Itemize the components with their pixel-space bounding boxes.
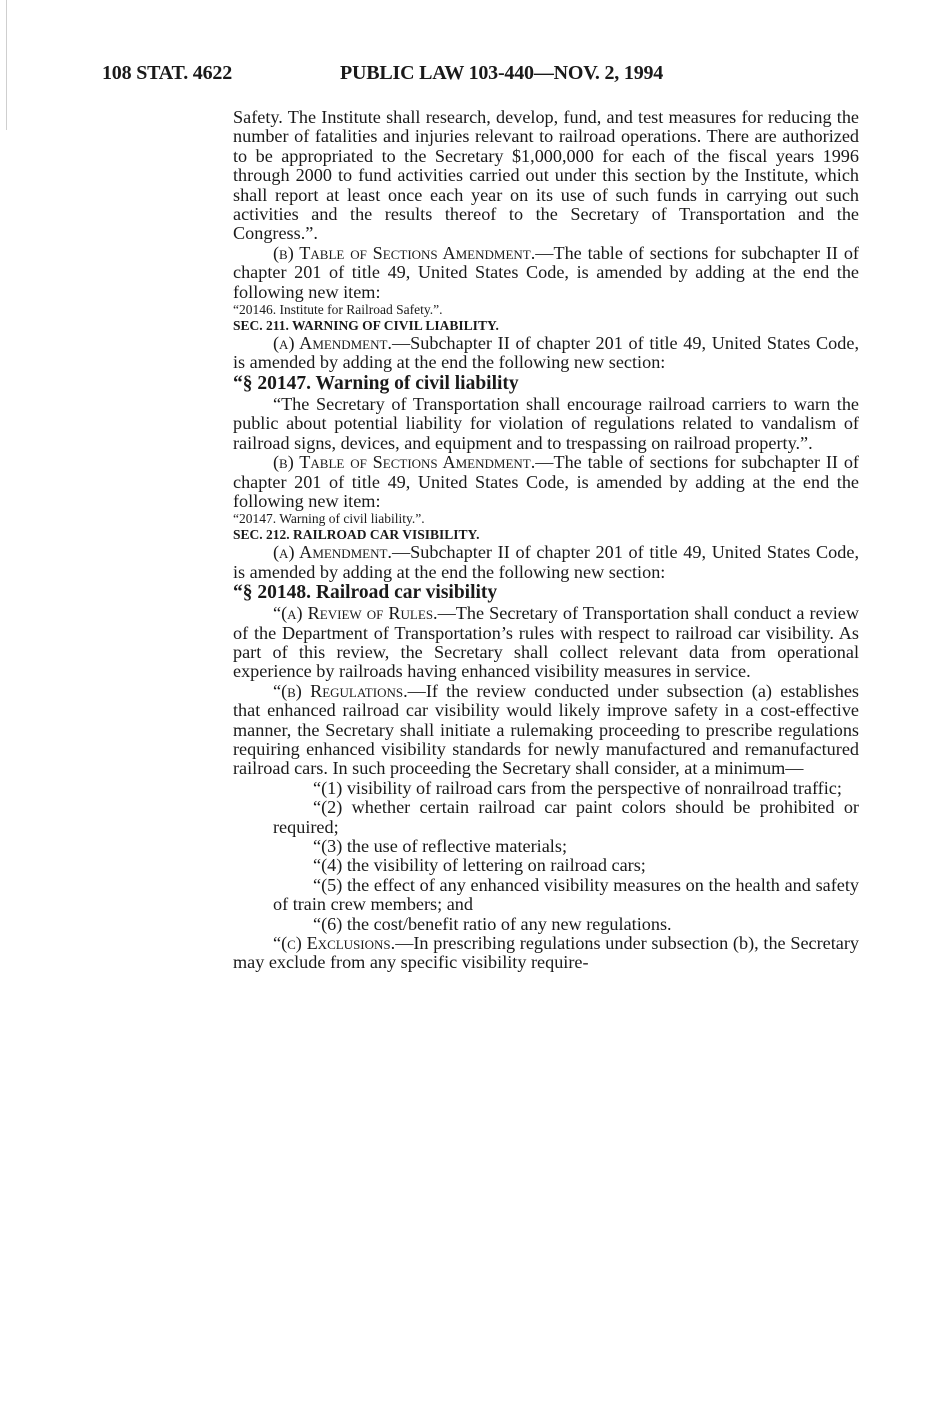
list-item: “(1) visibility of railroad cars from the perspective of nonrailroad traffic; [313, 777, 842, 798]
paragraph-review-of-rules [233, 604, 859, 682]
list-item: “(3) the use of reflective materials; [313, 836, 567, 856]
paragraph-text: —The Secretary of Transportation shall conduct a review of the Department of Transportation’s rules with respect to railroad car visibility. As part of this review, the Secretary shall collect relevant data from operational experience by railroads having enhanced visibility measures in service. [233, 603, 859, 682]
public-law-title: PUBLIC LAW 103-440—NOV. 2, 1994 [340, 62, 664, 84]
subsection-label: (a) Amendment. [273, 542, 392, 563]
document-body [233, 108, 859, 973]
paragraph-text: —Subchapter II of chapter 201 of title 49, United States Code, is amended by adding at the end the following new section: [233, 542, 859, 582]
subsection-label: “(a) Review of Rules. [273, 603, 438, 624]
paragraph-text: —If the review conducted under subsection (a) establishes that enhanced railroad car visibility would likely improve safety in a cost-effective manner, the Secretary shall initiate a rulemaking proceeding to prescribe regulations requiring enhanced visibility standards for newly manufactured and remanufactured railroad cars. In such proceeding the Secretary shall consider, at a minimum— [233, 680, 859, 779]
paragraph-text: —The table of sections for subchapter II of chapter 201 of title 49, United States Code, is amended by adding at the end the following new item: [233, 242, 859, 302]
paragraph-text: —In prescribing regulations under subsection (b), the Secretary may exclude from any specific visibility require- [233, 933, 859, 973]
subsection-label: (a) Amendment. [273, 333, 392, 354]
table-item-20146: “20146. Institute for Railroad Safety.”. [233, 302, 443, 318]
paragraph-regulations [233, 682, 859, 779]
section-heading-211: SEC. 211. WARNING OF CIVIL LIABILITY. [233, 318, 499, 334]
paragraph-institute-safety: Safety. The Institute shall research, develop, fund, and test measures for reducing the number of fatalities and injuries relevant to railroad operations. There are authorized to be appropriated to the Secretary $1,000,000 for each of the fiscal years 1996 through 2000 to fund activities carried out under this section by the Institute, which shall report at least once each year on its use of such funds in carrying out such activities and the results thereof to the Secretary of Transportation and the Congress.”. [233, 107, 859, 244]
paragraph-amendment-211 [233, 334, 859, 373]
list-item: “(5) the effect of any enhanced visibility measures on the health and safety of train crew members; and [273, 874, 859, 915]
list-item: “(6) the cost/benefit ratio of any new regulations. [313, 913, 672, 934]
paragraph-amendment-212 [233, 543, 859, 582]
subsection-label: (b) Table of Sections Amendment. [273, 452, 536, 473]
section-heading-212: SEC. 212. RAILROAD CAR VISIBILITY. [233, 527, 480, 543]
subsection-label: (b) Table of Sections Amendment. [273, 242, 536, 263]
section-heading-20147: “§ 20147. Warning of civil liability [233, 372, 519, 394]
subsection-label: “(b) Regulations. [273, 680, 408, 701]
paragraph-exclusions [233, 934, 859, 973]
paragraph-text: —Subchapter II of chapter 201 of title 49, United States Code, is amended by adding at the end the following new section: [233, 333, 859, 373]
paragraph-table-of-sections-amendment-1 [233, 244, 859, 302]
paragraph-text: —The table of sections for subchapter II of chapter 201 of title 49, United States Code, is amended by adding at the end the following new item: [233, 452, 859, 511]
table-item-20147: “20147. Warning of civil liability.”. [233, 511, 425, 527]
paragraph-table-of-sections-amendment-2 [233, 453, 859, 511]
list-item: “(4) the visibility of lettering on railroad cars; [313, 855, 646, 876]
statute-page-number: 108 STAT. 4622 [102, 62, 232, 84]
scan-edge-line [6, 0, 7, 130]
section-heading-20148: “§ 20148. Railroad car visibility [233, 582, 498, 604]
subsection-label: “(c) Exclusions. [273, 933, 396, 954]
paragraph-warning-text: “The Secretary of Transportation shall encourage railroad carriers to warn the public about potential liability for violation of regulations related to vandalism of railroad signs, devices, and equipment and to trespassing on railroad property.”. [233, 393, 859, 453]
list-item: “(2) whether certain railroad car paint colors should be prohibited or required; [273, 797, 859, 837]
